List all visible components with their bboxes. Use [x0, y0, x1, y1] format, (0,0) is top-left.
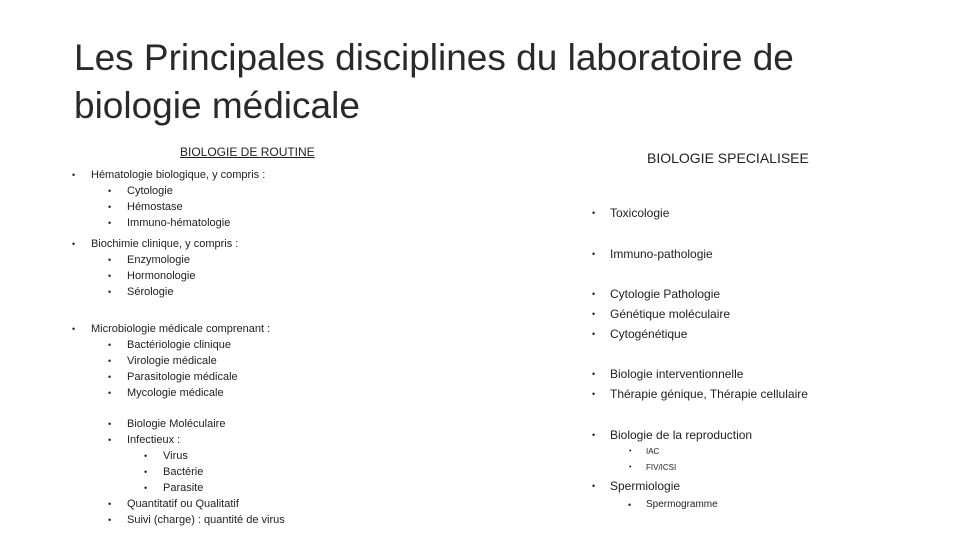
heading-biologie-routine: BIOLOGIE DE ROUTINE	[180, 145, 315, 159]
list-item-parasitologie: • Parasitologie médicale	[127, 369, 238, 385]
list-item-bacteriologie: • Bactériologie clinique	[127, 337, 238, 353]
heading-biologie-specialisee: BIOLOGIE SPECIALISEE	[647, 150, 809, 166]
list-item-cytologie: • Cytologie	[127, 183, 230, 199]
list-item-immuno-hematologie: • Immuno-hématologie	[127, 215, 230, 231]
list-item-immuno-pathologie: • Immuno-pathologie	[610, 244, 713, 264]
list-item-biochimie: • Biochimie clinique, y compris :	[91, 236, 238, 252]
list-item-spermogramme: • Spermogramme	[646, 497, 718, 513]
sublist-spermiologie	[646, 497, 718, 513]
list-item-cytologie-pathologie: • Cytologie Pathologie	[610, 284, 730, 304]
list-item-cytogenetique: • Cytogénétique	[610, 324, 730, 344]
list-item-microbiologie: • Microbiologie médicale comprenant :	[91, 321, 270, 337]
list-immuno-pathologie	[610, 244, 713, 264]
list-microbiologie	[91, 321, 270, 337]
list-item-quantitatif: • Quantitatif ou Qualitatif	[127, 496, 285, 512]
sublist-hematologie	[127, 183, 230, 231]
list-item-bacterie: • Bactérie	[163, 464, 203, 480]
title-line-1: Les Principales disciplines du laboratoire de	[74, 37, 794, 78]
sublist-infectieux	[163, 448, 203, 496]
list-item-hemostase: • Hémostase	[127, 199, 230, 215]
list-item-serologie: • Sérologie	[127, 284, 195, 300]
list-reproduction	[610, 425, 752, 445]
list-item-infectieux: • Infectieux :	[127, 432, 225, 448]
list-hematologie	[91, 167, 265, 183]
list-item-toxicologie: • Toxicologie	[610, 203, 669, 223]
list-toxicologie	[610, 203, 669, 223]
list-spermiologie	[610, 476, 680, 496]
list-interventionnelle	[610, 364, 808, 404]
list-item-iac: • IAC	[646, 444, 676, 460]
sublist-quantitatif	[127, 496, 285, 528]
list-item-genetique-moleculaire: • Génétique moléculaire	[610, 304, 730, 324]
list-item-virologie: • Virologie médicale	[127, 353, 238, 369]
sublist-microbiologie	[127, 337, 238, 401]
slide-title	[74, 34, 894, 130]
list-item-hematologie: • Hématologie biologique, y compris :	[91, 167, 265, 183]
list-item-enzymologie: • Enzymologie	[127, 252, 195, 268]
list-item-therapie: • Thérapie génique, Thérapie cellulaire	[610, 384, 808, 404]
list-item-fiv-icsi: • FIV/ICSI	[646, 460, 676, 476]
list-item-spermiologie: • Spermiologie	[610, 476, 680, 496]
title-line-2: biologie médicale	[74, 85, 360, 126]
sublist-moleculaire	[127, 416, 225, 448]
list-cytologie-genetique	[610, 284, 730, 344]
list-item-mycologie: • Mycologie médicale	[127, 385, 238, 401]
sublist-reproduction	[646, 444, 676, 476]
list-item-biologie-reproduction: • Biologie de la reproduction	[610, 425, 752, 445]
sublist-biochimie	[127, 252, 195, 300]
list-item-suivi-charge: • Suivi (charge) : quantité de virus	[127, 512, 285, 528]
list-item-hormonologie: • Hormonologie	[127, 268, 195, 284]
list-item-biologie-moleculaire: • Biologie Moléculaire	[127, 416, 225, 432]
list-item-biologie-interventionnelle: • Biologie interventionnelle	[610, 364, 808, 384]
list-biochimie	[91, 236, 238, 252]
list-item-parasite: • Parasite	[163, 480, 203, 496]
list-item-virus: • Virus	[163, 448, 203, 464]
